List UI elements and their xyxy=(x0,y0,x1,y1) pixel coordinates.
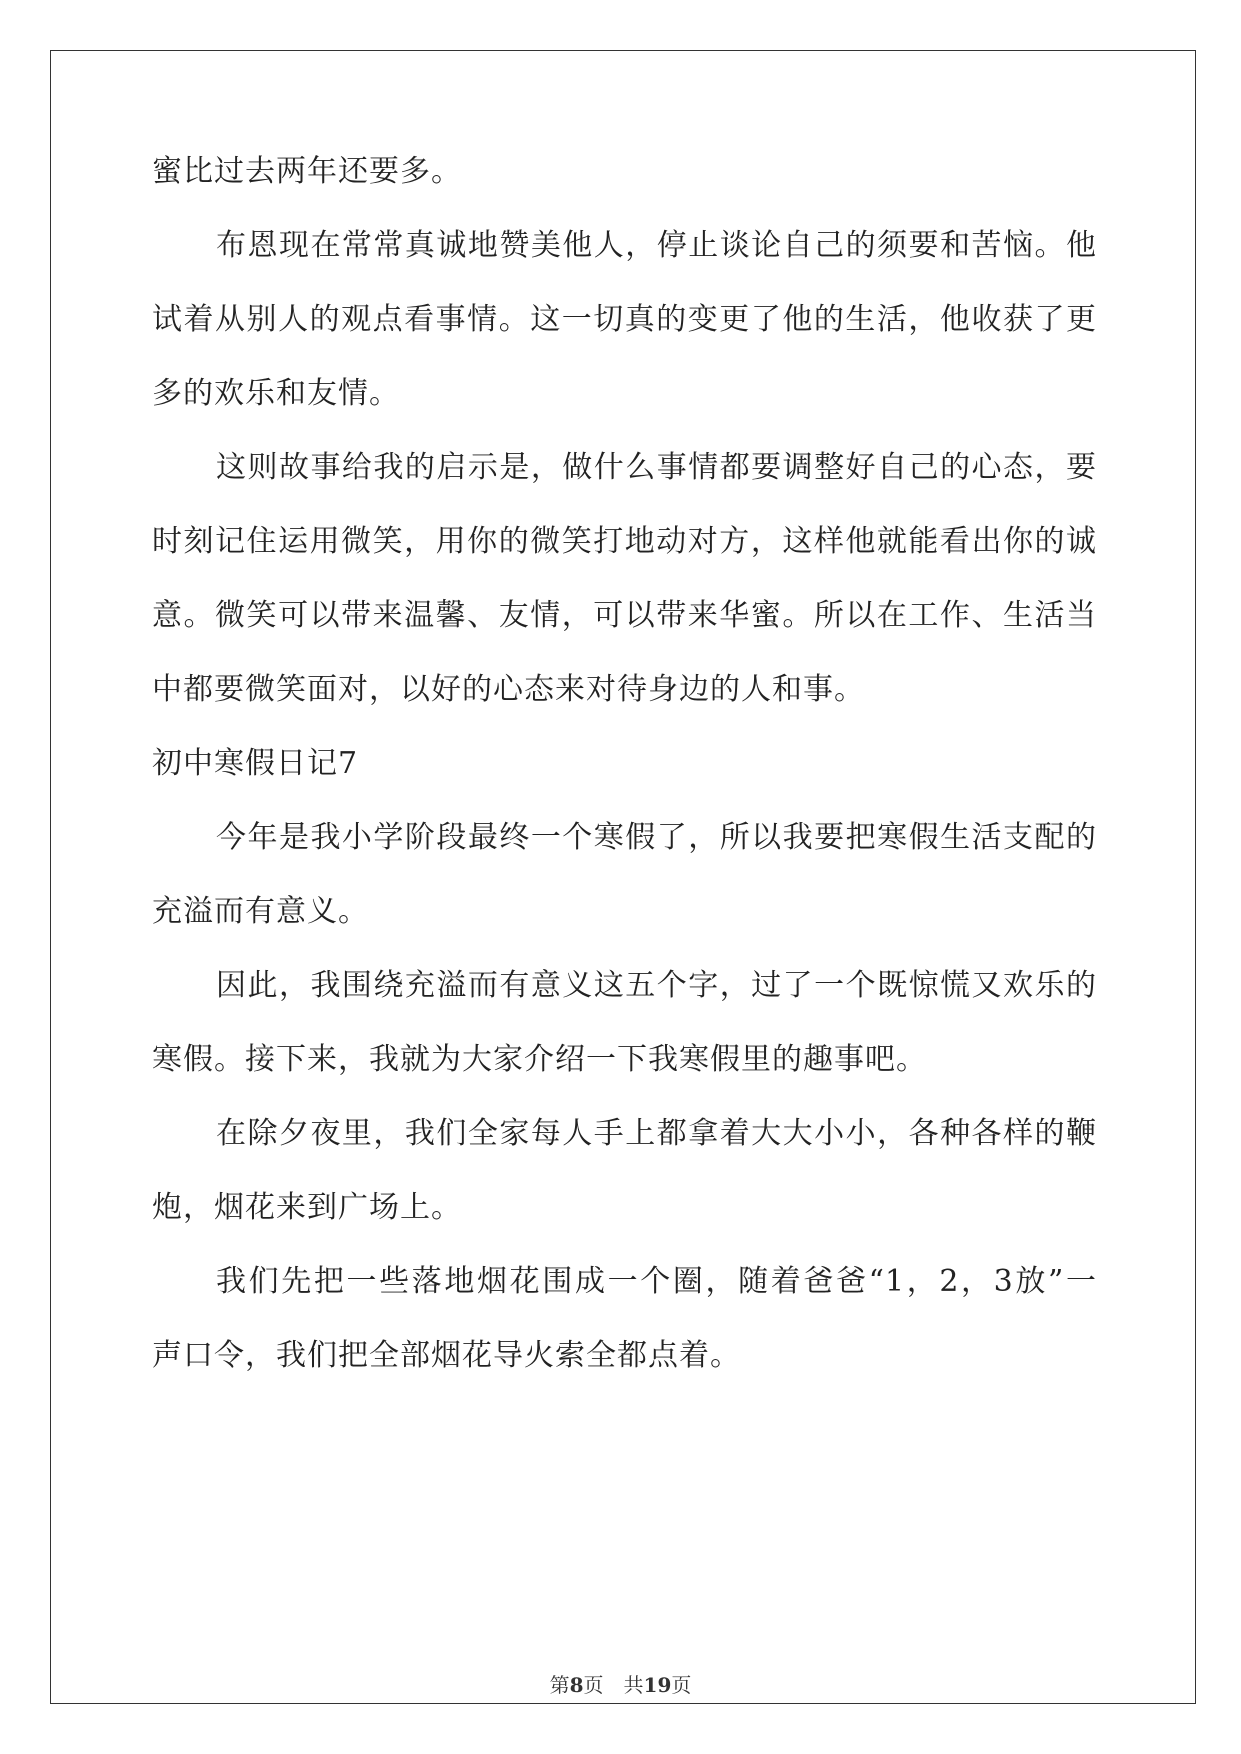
paragraph-line: 声口令，我们把全部烟花导火索全都点着。 xyxy=(152,1338,741,1373)
paragraph-line: 寒假。接下来，我就为大家介绍一下我寒假里的趣事吧。 xyxy=(152,1042,927,1077)
paragraph-line: 中都要微笑面对，以好的心态来对待身边的人和事。 xyxy=(152,672,865,707)
paragraph-line: 在除夕夜里，我们全家每人手上都拿着大大小小，各种各样的鞭 xyxy=(216,1116,1097,1151)
page-footer xyxy=(0,1673,1241,1697)
page-number: 8 xyxy=(569,1673,584,1697)
paragraph-line: 多的欢乐和友情。 xyxy=(152,376,400,411)
paragraph-line: 充溢而有意义。 xyxy=(152,894,369,929)
paragraph-line: 布恩现在常常真诚地赞美他人，停止谈论自己的须要和苦恼。他 xyxy=(216,228,1097,263)
paragraph-line: 蜜比过去两年还要多。 xyxy=(152,154,462,189)
page-border xyxy=(50,50,1196,1704)
footer-prefix: 第 xyxy=(549,1673,570,1697)
total-pages: 19 xyxy=(643,1673,672,1697)
paragraph-line: 因此，我围绕充溢而有意义这五个字，过了一个既惊慌又欢乐的 xyxy=(216,968,1097,1003)
section-heading: 初中寒假日记7 xyxy=(152,746,359,781)
paragraph-line: 意。微笑可以带来温馨、友情，可以带来华蜜。所以在工作、生活当 xyxy=(152,598,1097,633)
paragraph-line: 我们先把一些落地烟花围成一个圈，随着爸爸“1，2，3放”一 xyxy=(216,1264,1097,1299)
footer-suffix: 页 xyxy=(671,1673,692,1697)
paragraph-line: 今年是我小学阶段最终一个寒假了，所以我要把寒假生活支配的 xyxy=(216,820,1097,855)
footer-mid: 页 共 xyxy=(583,1673,644,1697)
paragraph-line: 这则故事给我的启示是，做什么事情都要调整好自己的心态，要 xyxy=(216,450,1097,485)
paragraph-line: 炮，烟花来到广场上。 xyxy=(152,1190,462,1225)
paragraph-line: 试着从别人的观点看事情。这一切真的变更了他的生活，他收获了更 xyxy=(152,302,1097,337)
paragraph-line: 时刻记住运用微笑，用你的微笑打地动对方，这样他就能看出你的诚 xyxy=(152,524,1097,559)
